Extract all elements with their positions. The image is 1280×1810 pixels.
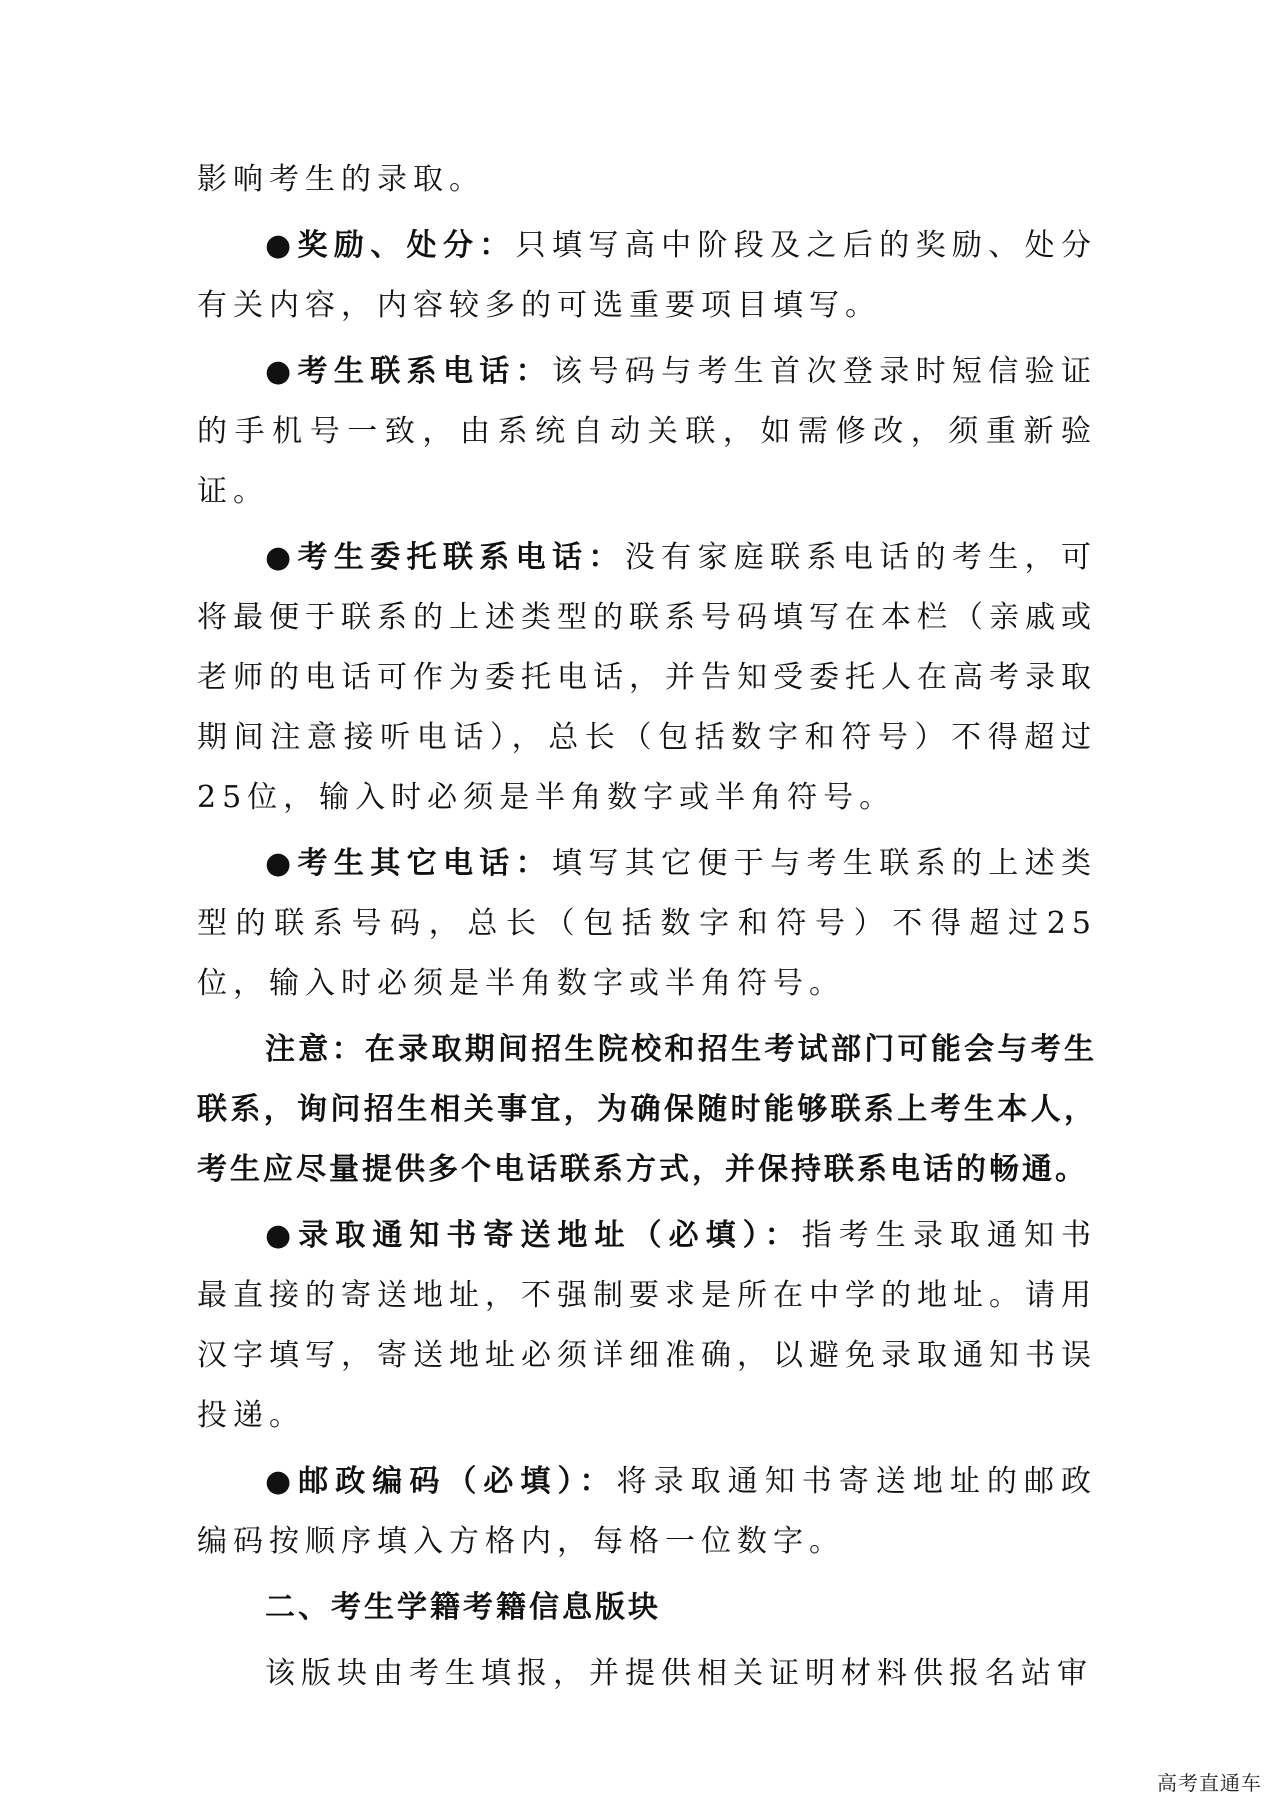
other-phone-text: 填写其它便于与考生联系的上述类型的联系号码，总长（包括数字和符号）不得超过25位，输入时必须是半角数字或半角符号。 <box>197 846 1098 1001</box>
awards-label: ●奖励、处分： <box>265 228 516 263</box>
paragraph-postal-code <box>197 1452 1097 1572</box>
mailing-address-text: 指考生录取通知书最直接的寄送地址，不强制要求是所在中学的地址。请用汉字填写，寄送地址必须详细准确，以避免录取通知书误投递。 <box>197 1218 1097 1433</box>
mailing-address-label: ●录取通知书寄送地址（必填）： <box>265 1218 802 1253</box>
delegated-phone-label: ●考生委托联系电话： <box>265 540 625 575</box>
paragraph-continuation <box>197 150 1097 210</box>
paragraph-mailing-address <box>197 1206 1097 1446</box>
section-heading <box>197 1578 1097 1638</box>
paragraph-delegated-phone <box>197 528 1097 828</box>
delegated-phone-text: 没有家庭联系电话的考生，可将最便于联系的上述类型的联系号码填写在本栏（亲戚或老师的电话可作为委托电话，并告知受委托人在高考录取期间注意接听电话），总长（包括数字和符号）不得超过25位，输入时必须是半角数字或半角符号。 <box>197 540 1097 815</box>
postal-code-label: ●邮政编码（必填）： <box>265 1464 617 1499</box>
section-heading-text: 二、考生学籍考籍信息版块 <box>265 1590 661 1625</box>
awards-text: 只填写高中阶段及之后的奖励、处分有关内容，内容较多的可选重要项目填写。 <box>197 228 1097 323</box>
paragraph-note <box>197 1020 1097 1200</box>
paragraph-text: 影响考生的录取。 <box>197 162 485 197</box>
paragraph-awards <box>197 216 1097 336</box>
paragraph-section-intro <box>197 1644 1097 1704</box>
other-phone-label: ●考生其它电话： <box>265 846 553 881</box>
note-text: 注意：在录取期间招生院校和招生考试部门可能会与考生联系，询问招生相关事宜，为确保随时能够联系上考生本人，考生应尽量提供多个电话联系方式，并保持联系电话的畅通。 <box>197 1032 1097 1187</box>
paragraph-other-phone <box>197 834 1097 1014</box>
section-intro-text: 该版块由考生填报，并提供相关证明材料供报名站审 <box>265 1656 1093 1691</box>
paragraph-contact-phone <box>197 342 1097 522</box>
document-page <box>197 150 1097 1704</box>
watermark: 高考直通车 <box>1157 1771 1262 1795</box>
postal-code-text: 将录取通知书寄送地址的邮政编码按顺序填入方格内，每格一位数字。 <box>197 1464 1097 1559</box>
contact-phone-text: 该号码与考生首次登录时短信验证的手机号一致，由系统自动关联，如需修改，须重新验证。 <box>197 354 1098 509</box>
contact-phone-label: ●考生联系电话： <box>265 354 553 389</box>
